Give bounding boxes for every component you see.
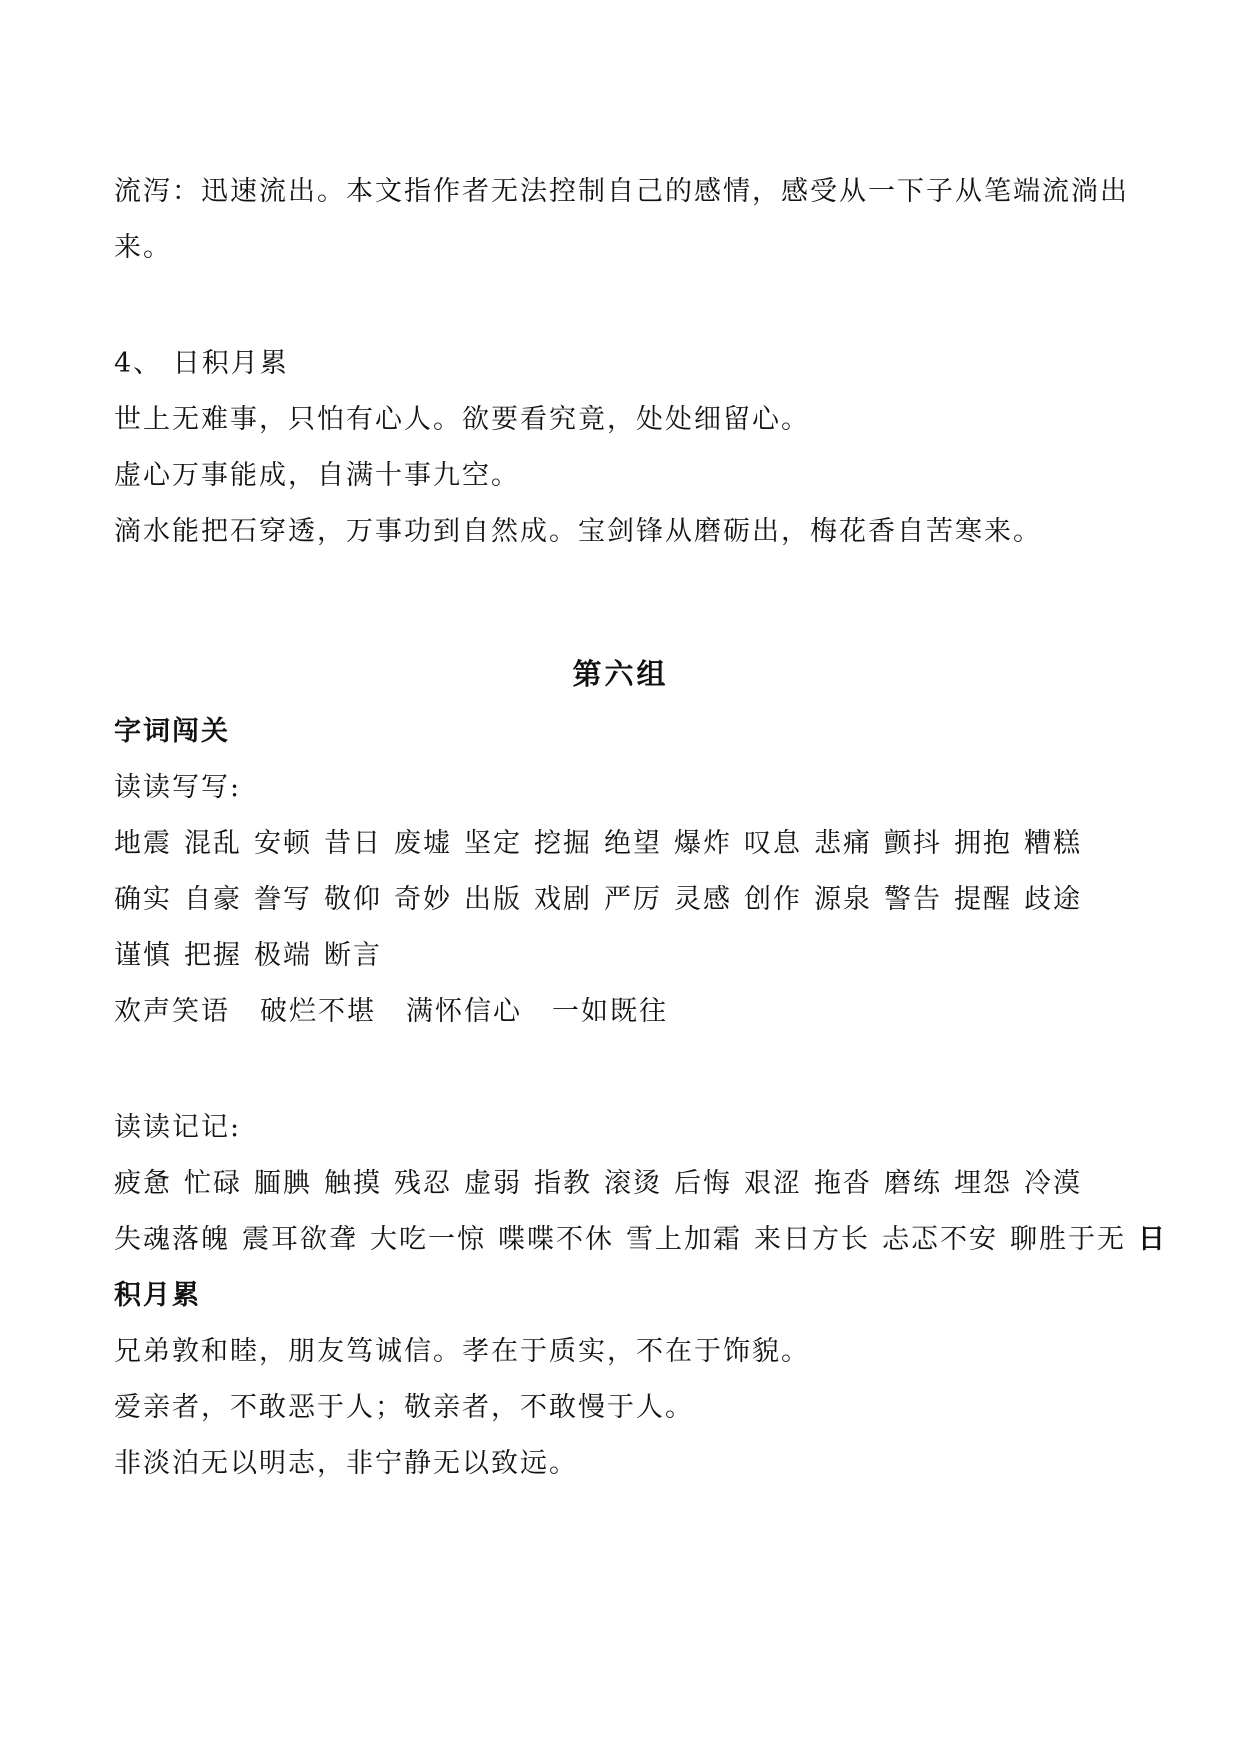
word: 拥抱	[954, 828, 1012, 859]
quote-line: 非淡泊无以明志，非宁静无以致远。	[114, 1448, 578, 1479]
definition-line-1: 流泻：迅速流出。本文指作者无法控制自己的感情，感受从一下子从笔端流淌出	[114, 176, 1129, 207]
quote-line: 爱亲者，不敢恶于人；敬亲者，不敢慢于人。	[114, 1392, 694, 1423]
word: 绝望	[604, 828, 662, 859]
word: 歧途	[1024, 884, 1082, 915]
word: 触摸	[324, 1168, 382, 1199]
ziciguanguan-heading: 字词闯关	[114, 716, 230, 747]
word-list-row	[114, 1164, 1154, 1204]
word: 提醒	[954, 884, 1012, 915]
idiom: 失魂落魄	[114, 1224, 230, 1255]
idiom: 满怀信心	[406, 996, 522, 1027]
idiom: 大吃一惊	[370, 1224, 486, 1255]
word: 颤抖	[884, 828, 942, 859]
word: 拖沓	[814, 1168, 872, 1199]
idiom: 来日方长	[754, 1224, 870, 1255]
word: 奇妙	[394, 884, 452, 915]
word: 艰涩	[744, 1168, 802, 1199]
word: 地震	[114, 828, 172, 859]
word-list-row	[114, 824, 1154, 864]
word: 断言	[324, 940, 382, 971]
word: 残忍	[394, 1168, 452, 1199]
word: 昔日	[324, 828, 382, 859]
duji-label: 读读记记:	[114, 1112, 242, 1143]
word: 磨练	[884, 1168, 942, 1199]
word: 把握	[184, 940, 242, 971]
rijileiyue-heading-end: 积月累	[114, 1280, 201, 1311]
word: 虚弱	[464, 1168, 522, 1199]
word: 坚定	[464, 828, 522, 859]
word: 滚烫	[604, 1168, 662, 1199]
quote-line: 兄弟敦和睦，朋友笃诚信。孝在于质实，不在于饰貌。	[114, 1336, 810, 1367]
word-list-row	[114, 880, 1154, 920]
word: 叹息	[744, 828, 802, 859]
idiom-list-row	[114, 1220, 1167, 1260]
word: 挖掘	[534, 828, 592, 859]
idiom-list-row	[114, 992, 1154, 1032]
word: 誊写	[254, 884, 312, 915]
quote-line: 虚心万事能成，自满十事九空。	[114, 460, 520, 491]
idiom: 破烂不堪	[260, 996, 376, 1027]
word: 极端	[254, 940, 312, 971]
word: 创作	[744, 884, 802, 915]
section-title: 第六组	[572, 657, 669, 691]
word: 冷漠	[1024, 1168, 1082, 1199]
word: 源泉	[814, 884, 872, 915]
quote-line: 滴水能把石穿透，万事功到自然成。宝剑锋从磨砺出，梅花香自苦寒来。	[114, 516, 1042, 547]
word: 忙碌	[184, 1168, 242, 1199]
word: 废墟	[394, 828, 452, 859]
idiom: 一如既往	[552, 996, 668, 1027]
rijileiyue-heading: 4、 日积月累	[114, 348, 289, 379]
word: 敬仰	[324, 884, 382, 915]
word: 自豪	[184, 884, 242, 915]
word: 出版	[464, 884, 522, 915]
word: 悲痛	[814, 828, 872, 859]
idiom: 震耳欲聋	[242, 1224, 358, 1255]
word-list-row	[114, 936, 1154, 976]
word: 混乱	[184, 828, 242, 859]
word: 安顿	[254, 828, 312, 859]
word: 腼腆	[254, 1168, 312, 1199]
idiom: 雪上加霜	[626, 1224, 742, 1255]
idiom: 忐忑不安	[882, 1224, 998, 1255]
idiom: 喋喋不休	[498, 1224, 614, 1255]
word: 疲惫	[114, 1168, 172, 1199]
word: 确实	[114, 884, 172, 915]
word: 戏剧	[534, 884, 592, 915]
word: 谨慎	[114, 940, 172, 971]
idiom: 欢声笑语	[114, 996, 230, 1027]
word: 灵感	[674, 884, 732, 915]
word: 后悔	[674, 1168, 732, 1199]
quote-line: 世上无难事，只怕有心人。欲要看究竟，处处细留心。	[114, 404, 810, 435]
word: 糟糕	[1024, 828, 1082, 859]
word: 严厉	[604, 884, 662, 915]
definition-line-2: 来。	[114, 232, 172, 263]
idiom: 聊胜于无	[1010, 1224, 1126, 1255]
word: 警告	[884, 884, 942, 915]
word: 指教	[534, 1168, 592, 1199]
word: 爆炸	[674, 828, 732, 859]
rijileiyue-heading-start: 日	[1138, 1224, 1167, 1255]
word: 埋怨	[954, 1168, 1012, 1199]
duxie-label: 读读写写:	[114, 772, 242, 803]
